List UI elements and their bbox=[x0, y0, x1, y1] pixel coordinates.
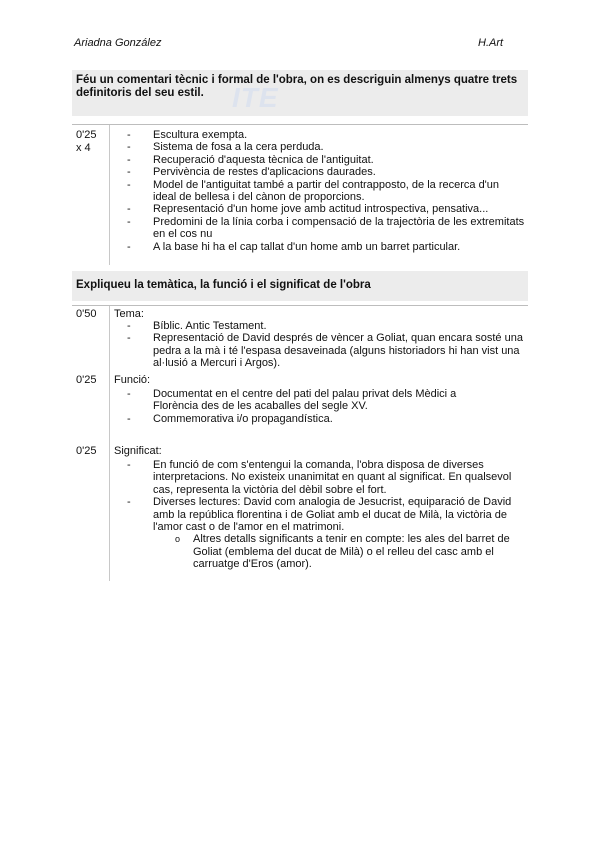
significat-score: 0'25 bbox=[76, 445, 97, 457]
column-divider bbox=[109, 125, 110, 265]
list-item: - En funció de com s'entengui la comanda, l'obra disposa de diverses interpretacions. No existeix unanimitat en quant al significat. En qualsevol cas, representa la victòria del dèbil sobre el fort. bbox=[153, 459, 521, 496]
list-item: - Documentat en el centre del pati del palau privat dels Mèdici a Florència des de les acaballes del segle XV. bbox=[153, 388, 488, 413]
subject-label: H.Art bbox=[478, 37, 504, 49]
list-item: - Pervivència de restes d'aplicacions daurades. bbox=[153, 166, 525, 178]
list-item: - Sistema de fosa a la cera perduda. bbox=[153, 141, 525, 153]
list-item: - Diverses lectures: David com analogia de Jesucrist, equiparació de David amb la república florentina i de Goliat amb el ducat de Milà, la victòria de l'amor cast o de l'amor en el matrimoni. bbox=[153, 496, 521, 533]
divider bbox=[72, 305, 528, 306]
watermark: ITE bbox=[232, 82, 279, 113]
list-item: - Bíblic. Antic Testament. bbox=[153, 320, 528, 332]
question-2-text: Expliqueu la temàtica, la funció i el significat de l'obra bbox=[76, 279, 371, 291]
section-1-list bbox=[153, 129, 525, 253]
divider bbox=[72, 124, 528, 125]
sub-list-item: o Altres detalls significants a tenir en compte: les ales del barret de Goliat (emblema del ducat de Milà) o el relleu del casc amb el carruatge d'Eros (amor). bbox=[193, 533, 513, 570]
list-item: - A la base hi ha el cap tallat d'un home amb un barret particular. bbox=[153, 241, 525, 253]
column-divider bbox=[109, 306, 110, 581]
list-item: - Escultura exempta. bbox=[153, 129, 525, 141]
funcio-list bbox=[153, 388, 488, 425]
list-item: - Recuperació d'aquesta tècnica de l'antiguitat. bbox=[153, 154, 525, 166]
section-1-multiplier: x 4 bbox=[76, 141, 91, 154]
tema-heading: Tema: bbox=[114, 308, 144, 320]
tema-score: 0'50 bbox=[76, 308, 97, 320]
significat-list bbox=[153, 459, 521, 571]
list-item: - Representació de David després de vèncer a Goliat, quan encara sosté una pedra a la mà i té l'espasa desaveinada (alguns historiadors hi han vist una al·lusió a Mercuri i Argos). bbox=[153, 332, 528, 369]
question-1-box bbox=[72, 70, 528, 116]
question-1-text: Féu un comentari tècnic i formal de l'obra, on es descriguin almenys quatre trets definitoris del seu estil. bbox=[76, 74, 518, 99]
funcio-score: 0'25 bbox=[76, 374, 97, 386]
tema-list bbox=[153, 320, 528, 370]
list-item: - Representació d'un home jove amb actitud introspectiva, pensativa... bbox=[153, 203, 525, 215]
list-item: - Commemorativa i/o propagandística. bbox=[153, 413, 488, 425]
question-2-box bbox=[72, 271, 528, 301]
list-item: - Model de l'antiguitat també a partir del contrapposto, de la recerca d'un ideal de bellesa i del cànon de proporcions. bbox=[153, 179, 525, 204]
significat-heading: Significat: bbox=[114, 445, 162, 457]
section-1-score: 0'25 x 4 bbox=[76, 129, 97, 154]
funcio-heading: Funció: bbox=[114, 374, 151, 386]
author-name: Ariadna González bbox=[74, 37, 162, 49]
list-item: - Predomini de la línia corba i compensació de la trajectòria de les extremitats en el cos nu bbox=[153, 216, 525, 241]
